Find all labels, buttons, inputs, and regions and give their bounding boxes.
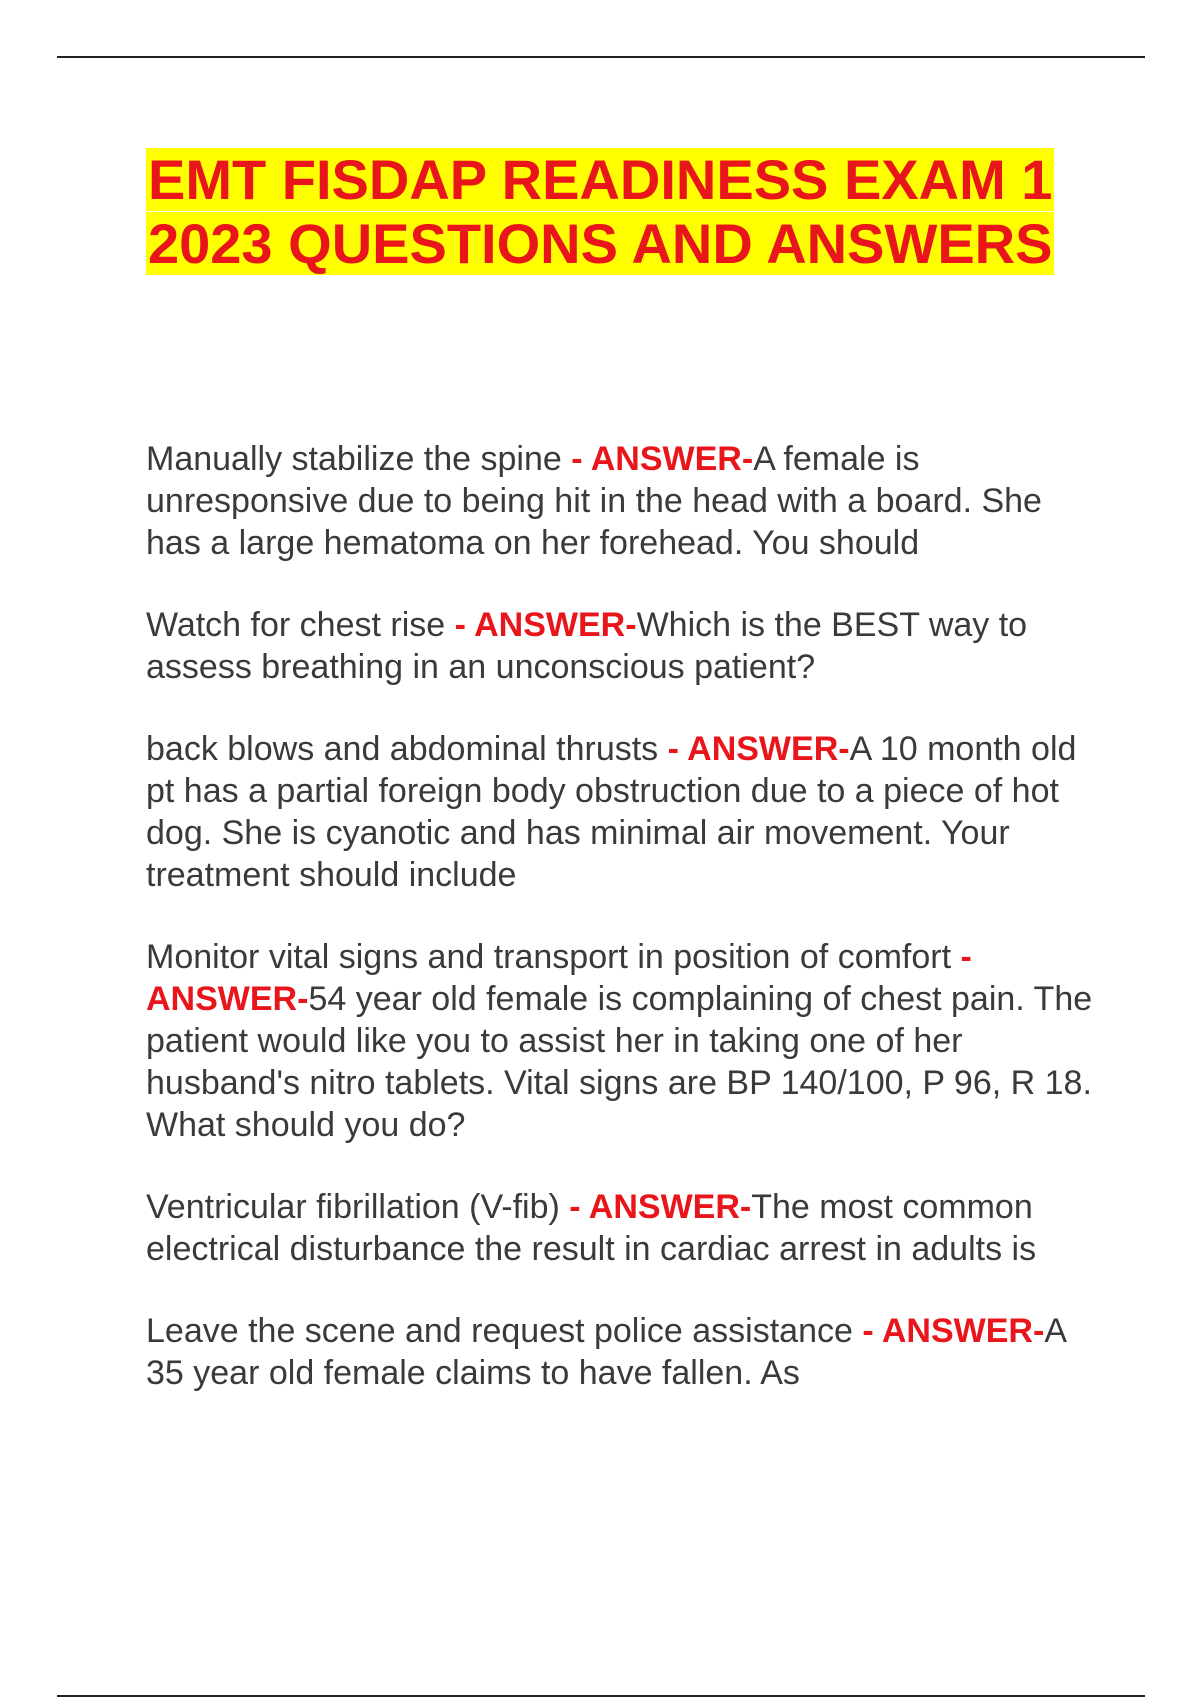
qa-question: The most common electrical disturbance the result in cardiac arrest in adults is (146, 1188, 1037, 1268)
qa-item (146, 604, 1096, 688)
answer-tag: - ANSWER- (445, 606, 637, 644)
qa-answer: Manually stabilize the spine (146, 440, 562, 478)
qa-question: A 35 year old female claims to have fallen. As (146, 1312, 1066, 1392)
qa-item (146, 1310, 1096, 1394)
qa-answer: Ventricular fibrillation (V-fib) (146, 1188, 560, 1226)
answer-tag: - ANSWER- (561, 440, 754, 478)
qa-item (146, 728, 1096, 896)
document-title (146, 148, 1106, 276)
bottom-rule (57, 1695, 1145, 1697)
qa-item (146, 1186, 1096, 1270)
top-rule (57, 56, 1145, 58)
qa-item (146, 438, 1096, 564)
qa-question: A female is unresponsive due to being hit in the head with a board. She has a large hematoma on her forehead. You should (146, 440, 1042, 562)
qa-question: A 10 month old pt has a partial foreign body obstruction due to a piece of hot dog. She is cyanotic and has minimal air movement. Your treatment should include (146, 730, 1077, 894)
qa-list (146, 438, 1096, 1434)
answer-tag: - ANSWER- (658, 730, 850, 768)
answer-tag: - ANSWER- (852, 1312, 1045, 1350)
title-line-2: 2023 QUESTIONS AND ANSWERS (148, 212, 1053, 275)
answer-tag: - ANSWER- (146, 938, 972, 1018)
qa-answer: back blows and abdominal thrusts (146, 730, 659, 768)
qa-answer: Monitor vital signs and transport in position of comfort (146, 938, 952, 976)
title-line-1: EMT FISDAP READINESS EXAM 1 (148, 148, 1053, 211)
qa-item (146, 936, 1096, 1146)
qa-answer: Watch for chest rise (146, 606, 446, 644)
qa-question: 54 year old female is complaining of chest pain. The patient would like you to assist her in taking one of her husband's nitro tablets. Vital signs are BP 140/100, P 96, R 18. What should you do? (146, 980, 1093, 1144)
qa-question: Which is the BEST way to assess breathing in an unconscious patient? (146, 606, 1028, 686)
answer-tag: - ANSWER- (559, 1188, 752, 1226)
qa-answer: Leave the scene and request police assistance (146, 1312, 853, 1350)
